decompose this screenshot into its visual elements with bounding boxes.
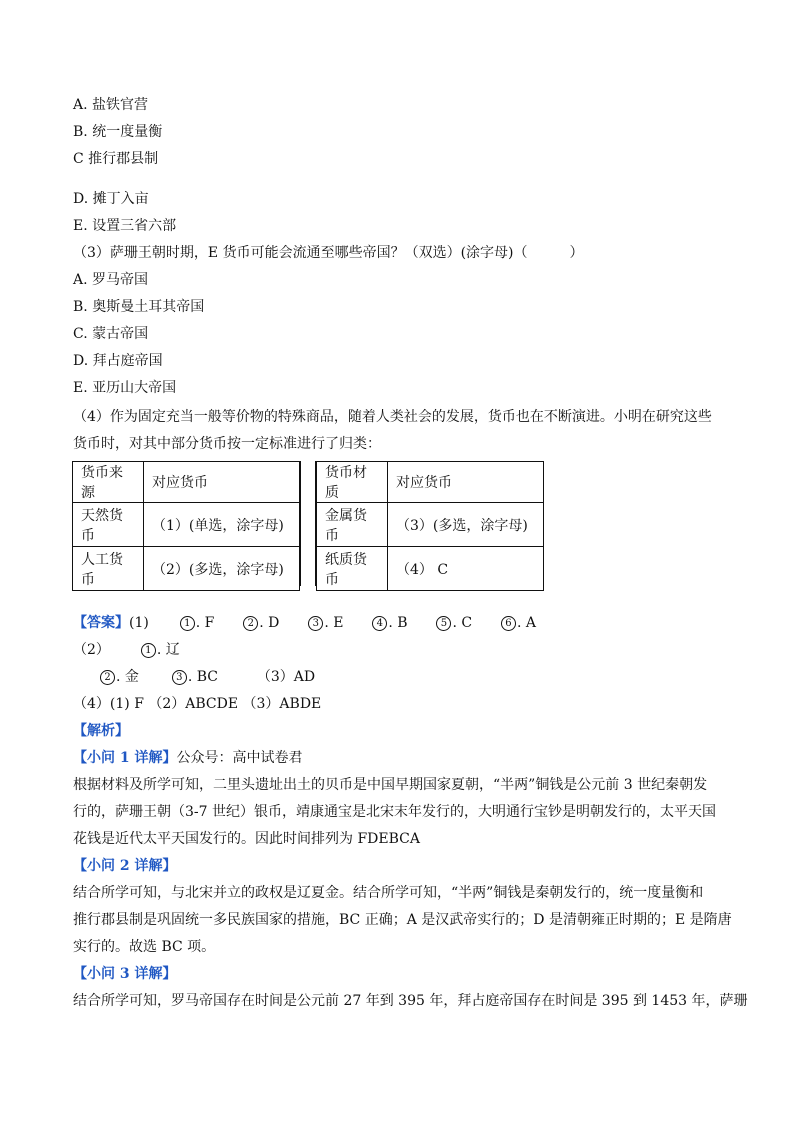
answer-item xyxy=(501,615,536,631)
table-cell: 天然货币 xyxy=(73,503,144,547)
circled-number: 2 xyxy=(100,670,115,685)
q4-stem-line2: 货币时，对其中部分货币按一定标准进行了归类： xyxy=(73,436,381,452)
answer-item-text: . C xyxy=(452,615,473,631)
circled-number: 1 xyxy=(141,643,156,658)
table-header-cell: 货币材质 xyxy=(317,462,388,503)
q3-option-b: B. 奥斯曼土耳其帝国 xyxy=(73,299,205,315)
circled-number: 3 xyxy=(172,670,187,685)
table-cell: （3）(多选，涂字母) xyxy=(388,503,544,547)
table-cell: （1）(单选，涂字母) xyxy=(144,503,300,547)
option-c: C 推行郡县制 xyxy=(73,151,159,167)
section-2-line: 推行郡县制是巩固统一多民族国家的措施，BC 正确；A 是汉武帝实行的；D 是清朝雍正时期的；E 是隋唐 xyxy=(73,912,732,928)
circled-number: 5 xyxy=(436,616,451,631)
section-1-title: 【小问 1 详解】 xyxy=(73,750,177,766)
section-3-line: 结合所学可知，罗马帝国存在时间是公元前 27 年到 395 年，拜占庭帝国存在时间是 395 到 1453 年，萨珊 xyxy=(73,993,748,1009)
table-row xyxy=(73,547,300,591)
q4-stem-line1: （4）作为固定充当一般等价物的特殊商品，随着人类社会的发展，货币也在不断演进。小明在研究这些 xyxy=(73,409,712,425)
answer-item xyxy=(372,615,407,631)
answer-item xyxy=(308,615,343,631)
circled-number: 1 xyxy=(180,616,195,631)
q3-option-c: C. 蒙古帝国 xyxy=(73,326,149,342)
answer-line-2 xyxy=(73,640,180,660)
answer-item-text: . F xyxy=(195,615,215,631)
answer-suffix: （3）AD xyxy=(256,669,316,685)
analysis-label: 【解析】 xyxy=(73,723,129,739)
table-cell: 人工货币 xyxy=(73,547,144,591)
section-1-line: 花钱是近代太平天国发行的。因此时间排列为 FDEBCA xyxy=(73,831,420,847)
answer-item-text: . D xyxy=(259,615,280,631)
answer-item xyxy=(100,669,139,685)
answer-item-text: . B xyxy=(388,615,408,631)
table-row xyxy=(317,547,544,591)
section-1-note: 公众号：高中试卷君 xyxy=(176,750,303,766)
option-d: D. 摊丁入亩 xyxy=(73,191,149,207)
circled-number: 6 xyxy=(501,616,516,631)
answer-prefix: （2） xyxy=(73,642,110,658)
q3-stem: （3）萨珊王朝时期，E 货币可能会流通至哪些帝国？（双选）(涂字母)（ ） xyxy=(73,245,584,261)
answer-line-3 xyxy=(100,667,315,687)
circled-number: 2 xyxy=(243,616,258,631)
table-row xyxy=(317,503,544,547)
circled-number: 3 xyxy=(308,616,323,631)
option-b: B. 统一度量衡 xyxy=(73,124,163,140)
answer-prefix: (1) xyxy=(129,615,149,631)
answer-line-4: （4）(1) F （2）ABCDE （3）ABDE xyxy=(73,696,322,712)
table-cell: （2）(多选，涂字母) xyxy=(144,547,300,591)
table-header-row xyxy=(317,462,544,503)
q3-option-a: A. 罗马帝国 xyxy=(73,272,149,288)
section-2-heading: 【小问 2 详解】 xyxy=(73,858,177,874)
circled-number: 4 xyxy=(372,616,387,631)
option-e: E. 设置三省六部 xyxy=(73,218,177,234)
table-divider xyxy=(300,461,316,586)
answer-item-text: . A xyxy=(516,615,536,631)
table-cell: （4） C xyxy=(388,547,544,591)
section-2-line: 实行的。故选 BC 项。 xyxy=(73,939,216,955)
table-header-cell: 对应货币 xyxy=(144,462,300,503)
answer-item xyxy=(172,669,218,685)
section-1-heading xyxy=(73,748,303,768)
table-currency-material xyxy=(316,461,544,591)
answer-item xyxy=(141,642,180,658)
q3-option-d: D. 拜占庭帝国 xyxy=(73,353,163,369)
answer-label: 【答案】 xyxy=(73,615,129,631)
section-2-line: 结合所学可知，与北宋并立的政权是辽夏金。结合所学可知，“半两”铜钱是秦朝发行的，统一度量衡和 xyxy=(73,885,704,901)
table-currency-source xyxy=(72,461,300,591)
q3-option-e: E. 亚历山大帝国 xyxy=(73,380,177,396)
table-cell: 金属货币 xyxy=(317,503,388,547)
answer-item-text: . 辽 xyxy=(156,642,180,658)
section-1-line: 根据材料及所学可知，二里头遗址出土的贝币是中国早期国家夏朝，“半两”铜钱是公元前 3 世纪秦朝发 xyxy=(73,777,708,793)
option-a: A. 盐铁官营 xyxy=(73,97,149,113)
table-header-cell: 对应货币 xyxy=(388,462,544,503)
section-1-line: 行的，萨珊王朝（3-7 世纪）银币，靖康通宝是北宋末年发行的，大明通行宝钞是明朝发行的，太平天国 xyxy=(73,804,716,820)
table-header-row xyxy=(73,462,300,503)
answer-item-text: . E xyxy=(324,615,344,631)
section-3-heading: 【小问 3 详解】 xyxy=(73,966,177,982)
answer-item xyxy=(243,615,279,631)
answer-item-text: . 金 xyxy=(116,669,139,685)
answer-item xyxy=(436,615,472,631)
answer-item-text: . BC xyxy=(187,669,218,685)
table-cell: 纸质货币 xyxy=(317,547,388,591)
answer-item xyxy=(180,615,215,631)
answer-line-1 xyxy=(73,613,536,633)
table-row xyxy=(73,503,300,547)
table-header-cell: 货币来源 xyxy=(73,462,144,503)
